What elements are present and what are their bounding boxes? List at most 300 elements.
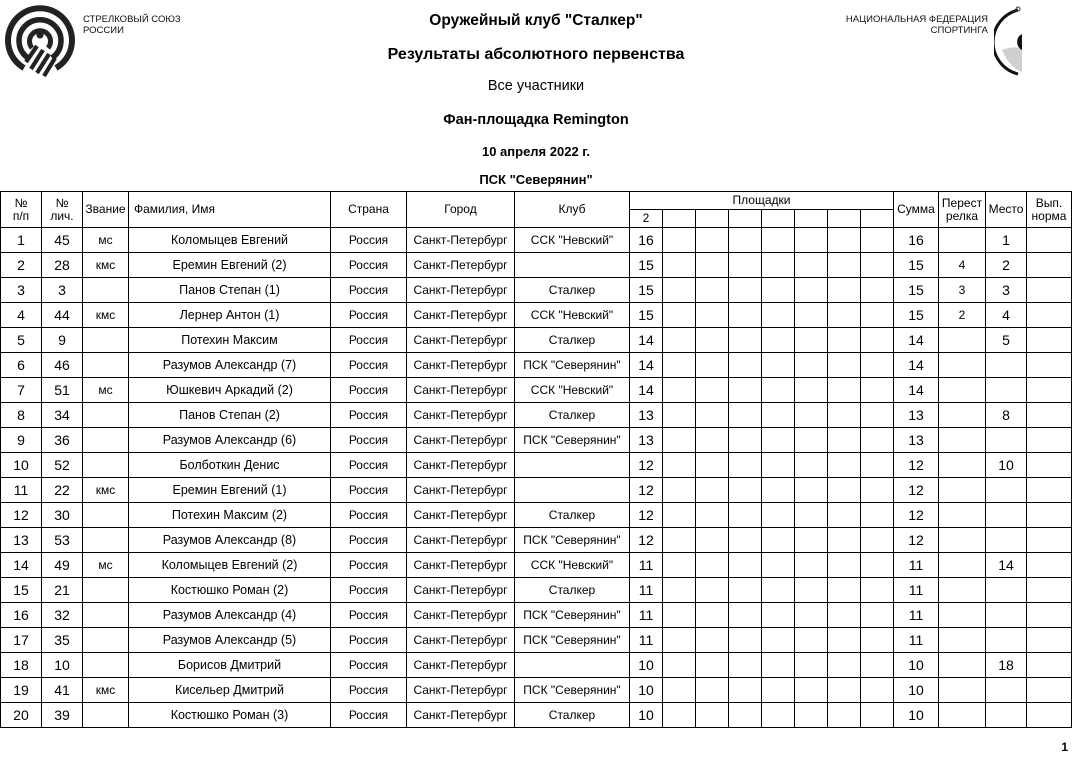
col-header-area-2: 2 <box>630 210 663 228</box>
col-header-area-empty <box>795 210 828 228</box>
row-area-empty <box>663 228 696 253</box>
row-club: Сталкер <box>515 578 630 603</box>
row-num: 12 <box>1 503 42 528</box>
row-area-empty <box>828 553 861 578</box>
row-place: 8 <box>986 403 1027 428</box>
row-rank <box>83 328 129 353</box>
row-license: 41 <box>42 678 83 703</box>
row-norm <box>1027 628 1072 653</box>
row-area-empty <box>729 628 762 653</box>
row-license: 35 <box>42 628 83 653</box>
row-area-empty <box>729 578 762 603</box>
row-area-empty <box>696 703 729 728</box>
row-area-empty <box>663 453 696 478</box>
row-area-empty <box>828 653 861 678</box>
results-table <box>0 191 1072 728</box>
row-area-empty <box>729 228 762 253</box>
row-norm <box>1027 428 1072 453</box>
org-left-line-1: СТРЕЛКОВЫЙ СОЮЗ <box>83 14 181 25</box>
row-area-2-score: 15 <box>630 253 663 278</box>
row-num: 15 <box>1 578 42 603</box>
row-place <box>986 678 1027 703</box>
row-area-empty <box>696 378 729 403</box>
row-num: 17 <box>1 628 42 653</box>
row-city: Санкт-Петербург <box>407 553 515 578</box>
row-norm <box>1027 603 1072 628</box>
row-area-empty <box>729 378 762 403</box>
club-title: Оружейный клуб "Сталкер" <box>429 12 643 29</box>
row-rank: мс <box>83 378 129 403</box>
row-area-empty <box>861 703 894 728</box>
table-row <box>1 353 1072 378</box>
row-sum: 11 <box>894 603 939 628</box>
row-club: ПСК "Северянин" <box>515 353 630 378</box>
row-area-empty <box>762 228 795 253</box>
table-row <box>1 603 1072 628</box>
row-country: Россия <box>331 253 407 278</box>
row-name: Потехин Максим (2) <box>129 503 331 528</box>
table-row <box>1 628 1072 653</box>
row-area-empty <box>729 503 762 528</box>
row-area-empty <box>696 303 729 328</box>
row-area-empty <box>663 528 696 553</box>
row-license: 53 <box>42 528 83 553</box>
row-area-empty <box>861 278 894 303</box>
row-name: Борисов Дмитрий <box>129 653 331 678</box>
row-area-2-score: 11 <box>630 578 663 603</box>
row-rank: кмс <box>83 478 129 503</box>
row-country: Россия <box>331 228 407 253</box>
row-license: 21 <box>42 578 83 603</box>
row-name: Коломыцев Евгений (2) <box>129 553 331 578</box>
row-country: Россия <box>331 578 407 603</box>
row-place: 5 <box>986 328 1027 353</box>
row-club: ПСК "Северянин" <box>515 603 630 628</box>
row-license: 9 <box>42 328 83 353</box>
table-row <box>1 228 1072 253</box>
row-norm <box>1027 303 1072 328</box>
row-area-empty <box>795 703 828 728</box>
table-row <box>1 403 1072 428</box>
row-license: 52 <box>42 453 83 478</box>
row-area-empty <box>828 428 861 453</box>
row-norm <box>1027 253 1072 278</box>
row-country: Россия <box>331 403 407 428</box>
row-city: Санкт-Петербург <box>407 678 515 703</box>
row-area-empty <box>828 478 861 503</box>
col-header-rank: Звание <box>83 192 129 228</box>
row-name: Разумов Александр (5) <box>129 628 331 653</box>
row-license: 51 <box>42 378 83 403</box>
row-area-2-score: 11 <box>630 553 663 578</box>
row-sum: 12 <box>894 478 939 503</box>
row-shootoff <box>939 603 986 628</box>
row-area-empty <box>762 378 795 403</box>
row-area-empty <box>828 678 861 703</box>
row-area-2-score: 10 <box>630 653 663 678</box>
row-area-2-score: 12 <box>630 503 663 528</box>
row-license: 46 <box>42 353 83 378</box>
row-rank <box>83 278 129 303</box>
row-rank <box>83 603 129 628</box>
row-area-empty <box>828 703 861 728</box>
row-area-empty <box>696 678 729 703</box>
row-area-empty <box>762 653 795 678</box>
row-name: Коломыцев Евгений <box>129 228 331 253</box>
row-shootoff: 4 <box>939 253 986 278</box>
row-shootoff: 3 <box>939 278 986 303</box>
row-area-empty <box>729 303 762 328</box>
row-area-empty <box>663 628 696 653</box>
row-area-empty <box>762 678 795 703</box>
row-sum: 15 <box>894 253 939 278</box>
row-area-empty <box>861 328 894 353</box>
row-license: 22 <box>42 478 83 503</box>
row-area-empty <box>696 328 729 353</box>
row-rank <box>83 528 129 553</box>
row-norm <box>1027 378 1072 403</box>
row-country: Россия <box>331 303 407 328</box>
row-sum: 15 <box>894 303 939 328</box>
row-sum: 14 <box>894 378 939 403</box>
row-area-empty <box>828 528 861 553</box>
row-license: 36 <box>42 428 83 453</box>
table-row <box>1 328 1072 353</box>
row-shootoff <box>939 578 986 603</box>
row-sum: 11 <box>894 553 939 578</box>
row-place: 4 <box>986 303 1027 328</box>
row-sum: 12 <box>894 503 939 528</box>
row-rank <box>83 703 129 728</box>
row-shootoff <box>939 503 986 528</box>
row-shootoff <box>939 328 986 353</box>
row-area-empty <box>762 453 795 478</box>
row-area-empty <box>828 328 861 353</box>
results-table-body <box>1 228 1072 728</box>
row-num: 16 <box>1 603 42 628</box>
row-area-empty <box>729 528 762 553</box>
row-area-empty <box>729 603 762 628</box>
row-place <box>986 528 1027 553</box>
row-num: 18 <box>1 653 42 678</box>
row-area-empty <box>696 628 729 653</box>
row-shootoff <box>939 628 986 653</box>
table-row <box>1 578 1072 603</box>
row-city: Санкт-Петербург <box>407 278 515 303</box>
row-area-empty <box>795 503 828 528</box>
row-sum: 11 <box>894 578 939 603</box>
table-row <box>1 453 1072 478</box>
col-header-shootoff: Перест релка <box>939 192 986 228</box>
row-num: 11 <box>1 478 42 503</box>
row-area-empty <box>729 553 762 578</box>
row-name: Разумов Александр (7) <box>129 353 331 378</box>
row-area-empty <box>762 428 795 453</box>
club-filter: ПСК "Северянин" <box>479 172 593 187</box>
row-rank: кмс <box>83 253 129 278</box>
row-area-empty <box>729 328 762 353</box>
row-area-empty <box>663 328 696 353</box>
row-norm <box>1027 678 1072 703</box>
row-area-2-score: 11 <box>630 628 663 653</box>
table-row <box>1 703 1072 728</box>
row-area-2-score: 15 <box>630 278 663 303</box>
row-club: Сталкер <box>515 278 630 303</box>
row-club: ССК "Невский" <box>515 303 630 328</box>
row-num: 20 <box>1 703 42 728</box>
row-norm <box>1027 653 1072 678</box>
row-area-2-score: 13 <box>630 428 663 453</box>
row-area-empty <box>762 628 795 653</box>
row-license: 28 <box>42 253 83 278</box>
row-area-empty <box>696 553 729 578</box>
row-shootoff <box>939 228 986 253</box>
row-license: 45 <box>42 228 83 253</box>
row-area-empty <box>663 278 696 303</box>
row-name: Лернер Антон (1) <box>129 303 331 328</box>
row-shootoff <box>939 703 986 728</box>
row-area-empty <box>663 253 696 278</box>
row-norm <box>1027 228 1072 253</box>
row-area-2-score: 14 <box>630 353 663 378</box>
row-norm <box>1027 403 1072 428</box>
row-norm <box>1027 278 1072 303</box>
row-area-empty <box>828 403 861 428</box>
row-area-empty <box>762 578 795 603</box>
results-title: Результаты абсолютного первенства <box>387 46 685 63</box>
row-country: Россия <box>331 378 407 403</box>
row-place <box>986 603 1027 628</box>
row-area-empty <box>861 628 894 653</box>
row-license: 44 <box>42 303 83 328</box>
row-sum: 12 <box>894 528 939 553</box>
col-header-area-empty <box>696 210 729 228</box>
venue-title: Фан-площадка Remington <box>443 112 629 128</box>
row-city: Санкт-Петербург <box>407 228 515 253</box>
row-area-empty <box>795 253 828 278</box>
row-area-empty <box>762 503 795 528</box>
row-country: Россия <box>331 503 407 528</box>
row-area-empty <box>729 428 762 453</box>
row-area-empty <box>861 653 894 678</box>
row-area-empty <box>729 253 762 278</box>
row-shootoff <box>939 378 986 403</box>
row-sum: 14 <box>894 328 939 353</box>
row-area-empty <box>762 328 795 353</box>
row-place <box>986 478 1027 503</box>
row-club: Сталкер <box>515 503 630 528</box>
row-license: 32 <box>42 603 83 628</box>
row-license: 39 <box>42 703 83 728</box>
row-country: Россия <box>331 653 407 678</box>
row-area-empty <box>861 253 894 278</box>
row-city: Санкт-Петербург <box>407 528 515 553</box>
row-area-2-score: 12 <box>630 478 663 503</box>
row-rank <box>83 403 129 428</box>
row-place: 1 <box>986 228 1027 253</box>
row-place: 14 <box>986 553 1027 578</box>
col-header-norm: Вып. норма <box>1027 192 1072 228</box>
row-name: Еремин Евгений (1) <box>129 478 331 503</box>
row-club: ПСК "Северянин" <box>515 528 630 553</box>
row-country: Россия <box>331 603 407 628</box>
row-norm <box>1027 353 1072 378</box>
row-club: ССК "Невский" <box>515 378 630 403</box>
row-area-empty <box>861 428 894 453</box>
row-shootoff <box>939 478 986 503</box>
row-sum: 13 <box>894 428 939 453</box>
row-sum: 10 <box>894 703 939 728</box>
row-sum: 14 <box>894 353 939 378</box>
col-header-num: № п/п <box>1 192 42 228</box>
row-license: 10 <box>42 653 83 678</box>
col-header-area-empty <box>729 210 762 228</box>
row-club: ССК "Невский" <box>515 553 630 578</box>
row-rank <box>83 628 129 653</box>
row-norm <box>1027 528 1072 553</box>
row-country: Россия <box>331 328 407 353</box>
row-rank: мс <box>83 553 129 578</box>
row-area-empty <box>696 403 729 428</box>
col-header-area-empty <box>861 210 894 228</box>
row-area-empty <box>696 228 729 253</box>
col-header-place: Место <box>986 192 1027 228</box>
row-sum: 13 <box>894 403 939 428</box>
table-row <box>1 303 1072 328</box>
col-header-license: № лич. <box>42 192 83 228</box>
row-city: Санкт-Петербург <box>407 353 515 378</box>
row-area-empty <box>663 553 696 578</box>
row-area-empty <box>696 578 729 603</box>
col-header-area-empty <box>663 210 696 228</box>
row-name: Еремин Евгений (2) <box>129 253 331 278</box>
row-sum: 15 <box>894 278 939 303</box>
row-area-empty <box>861 553 894 578</box>
row-city: Санкт-Петербург <box>407 403 515 428</box>
table-row <box>1 528 1072 553</box>
col-header-country: Страна <box>331 192 407 228</box>
row-country: Россия <box>331 428 407 453</box>
row-area-2-score: 10 <box>630 678 663 703</box>
col-header-sum: Сумма <box>894 192 939 228</box>
row-name: Костюшко Роман (3) <box>129 703 331 728</box>
row-license: 3 <box>42 278 83 303</box>
row-rank: мс <box>83 228 129 253</box>
row-city: Санкт-Петербург <box>407 378 515 403</box>
table-row <box>1 378 1072 403</box>
row-name: Панов Степан (2) <box>129 403 331 428</box>
row-place: 18 <box>986 653 1027 678</box>
row-area-empty <box>762 478 795 503</box>
row-area-empty <box>795 453 828 478</box>
table-row <box>1 678 1072 703</box>
row-area-empty <box>795 603 828 628</box>
row-area-empty <box>795 478 828 503</box>
row-country: Россия <box>331 703 407 728</box>
row-name: Потехин Максим <box>129 328 331 353</box>
row-club: Сталкер <box>515 403 630 428</box>
row-area-empty <box>762 253 795 278</box>
row-club: Сталкер <box>515 328 630 353</box>
row-area-empty <box>663 703 696 728</box>
row-area-empty <box>729 453 762 478</box>
row-num: 1 <box>1 228 42 253</box>
row-country: Россия <box>331 553 407 578</box>
col-header-city: Город <box>407 192 515 228</box>
row-num: 13 <box>1 528 42 553</box>
row-area-empty <box>795 278 828 303</box>
row-num: 8 <box>1 403 42 428</box>
row-name: Юшкевич Аркадий (2) <box>129 378 331 403</box>
row-area-empty <box>696 478 729 503</box>
participants-subtitle: Все участники <box>487 78 585 94</box>
row-club: ПСК "Северянин" <box>515 428 630 453</box>
row-area-empty <box>861 528 894 553</box>
row-num: 4 <box>1 303 42 328</box>
row-area-empty <box>795 228 828 253</box>
row-area-empty <box>795 628 828 653</box>
row-area-empty <box>795 403 828 428</box>
row-area-empty <box>795 353 828 378</box>
row-shootoff <box>939 528 986 553</box>
row-license: 30 <box>42 503 83 528</box>
row-area-empty <box>861 453 894 478</box>
row-place <box>986 628 1027 653</box>
row-area-empty <box>828 253 861 278</box>
row-area-empty <box>729 703 762 728</box>
row-rank <box>83 503 129 528</box>
row-area-empty <box>663 478 696 503</box>
row-name: Панов Степан (1) <box>129 278 331 303</box>
table-row <box>1 553 1072 578</box>
row-area-empty <box>762 553 795 578</box>
row-area-2-score: 12 <box>630 453 663 478</box>
row-area-empty <box>762 528 795 553</box>
row-num: 6 <box>1 353 42 378</box>
row-country: Россия <box>331 353 407 378</box>
row-area-empty <box>795 678 828 703</box>
row-place <box>986 578 1027 603</box>
row-shootoff: 2 <box>939 303 986 328</box>
row-area-empty <box>729 678 762 703</box>
row-rank <box>83 428 129 453</box>
row-num: 5 <box>1 328 42 353</box>
row-place: 10 <box>986 453 1027 478</box>
row-rank: кмс <box>83 303 129 328</box>
row-area-empty <box>861 228 894 253</box>
row-area-empty <box>828 503 861 528</box>
row-norm <box>1027 703 1072 728</box>
row-area-empty <box>729 653 762 678</box>
row-shootoff <box>939 353 986 378</box>
row-area-empty <box>696 453 729 478</box>
row-sum: 11 <box>894 628 939 653</box>
row-license: 49 <box>42 553 83 578</box>
row-sum: 16 <box>894 228 939 253</box>
row-city: Санкт-Петербург <box>407 603 515 628</box>
row-sum: 12 <box>894 453 939 478</box>
row-city: Санкт-Петербург <box>407 478 515 503</box>
row-area-empty <box>696 428 729 453</box>
row-area-2-score: 10 <box>630 703 663 728</box>
row-city: Санкт-Петербург <box>407 303 515 328</box>
row-shootoff <box>939 428 986 453</box>
row-shootoff <box>939 403 986 428</box>
row-city: Санкт-Петербург <box>407 628 515 653</box>
row-norm <box>1027 478 1072 503</box>
row-license: 34 <box>42 403 83 428</box>
row-area-empty <box>762 603 795 628</box>
